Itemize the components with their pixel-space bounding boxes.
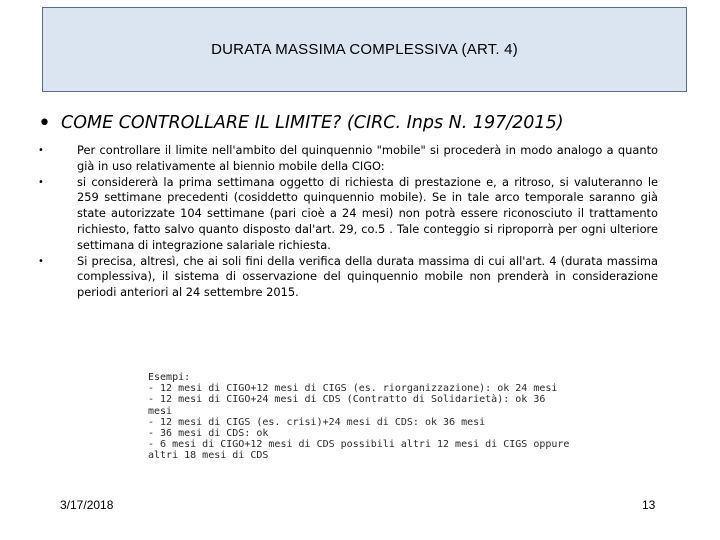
examples-image bbox=[148, 372, 580, 464]
sub-bullet-item bbox=[38, 254, 658, 301]
main-bullet-text: COME CONTROLLARE IL LIMITE? (CIRC. Inps N. 197/2015) bbox=[60, 113, 564, 133]
bullet-glyph: • bbox=[38, 145, 44, 156]
sub-bullet-list bbox=[38, 143, 658, 301]
example-line: - 36 mesi di CDS: ok bbox=[148, 428, 269, 440]
example-line: - 12 mesi di CIGO+24 mesi di CDS (Contratto di Solidarietà): ok 36 bbox=[148, 394, 546, 406]
example-line: mesi bbox=[148, 405, 173, 417]
footer-page-number: 13 bbox=[642, 498, 656, 512]
main-bullet-point bbox=[38, 111, 688, 136]
sub-bullet-text: Si precisa, altresì, che ai soli fini della verifica della durata massima di cui all'art. 4 (durata massima complessiva), il sistema di osservazione del quinquennio mobile non prenderà in considerazione periodi anteriori al 24 settembre 2015. bbox=[77, 253, 658, 300]
footer-date: 3/17/2018 bbox=[60, 498, 114, 512]
sub-bullet-text: si considererà la prima settimana oggetto di richiesta di prestazione e, a ritroso, si valuteranno le 259 settimane precedenti (cosiddetto quinquennio mobile). Se in tale arco temporale saranno già state autorizzate 104 settimane (pari cioè a 24 mesi) non potrà essere riconosciuto il trattamento richiesto, fatto salvo quanto disposto dal'art. 29, co.5 . Tale conteggio si riproporrà per ogni ulteriore settimana di integrazione salariale richiesta. bbox=[77, 174, 658, 252]
example-line: altri 18 mesi di CDS bbox=[148, 450, 269, 462]
sub-bullet-item bbox=[38, 143, 658, 175]
example-line: - 12 mesi di CIGS (es. crisi)+24 mesi di CDS: ok 36 mesi bbox=[148, 416, 486, 428]
sub-bullet-text: Per controllare il limite nell'ambito del quinquennio "mobile" si procederà in modo analogo a quanto già in uso relativamente al biennio mobile della CIGO: bbox=[77, 143, 658, 173]
slide-title: DURATA MASSIMA COMPLESSIVA (ART. 4) bbox=[211, 41, 518, 58]
example-line: - 12 mesi di CIGO+12 mesi di CIGS (es. riorganizzazione): ok 24 mesi bbox=[148, 383, 558, 395]
examples-heading: Esempi: bbox=[148, 372, 191, 383]
title-box bbox=[42, 7, 687, 92]
bullet-glyph: • bbox=[38, 255, 44, 267]
sub-bullet-item bbox=[38, 175, 658, 254]
bullet-glyph: • bbox=[38, 176, 44, 188]
bullet-glyph: • bbox=[38, 111, 51, 136]
example-line: - 6 mesi di CIGO+12 mesi di CDS possibili altri 12 mesi di CIGS oppure bbox=[148, 439, 570, 451]
